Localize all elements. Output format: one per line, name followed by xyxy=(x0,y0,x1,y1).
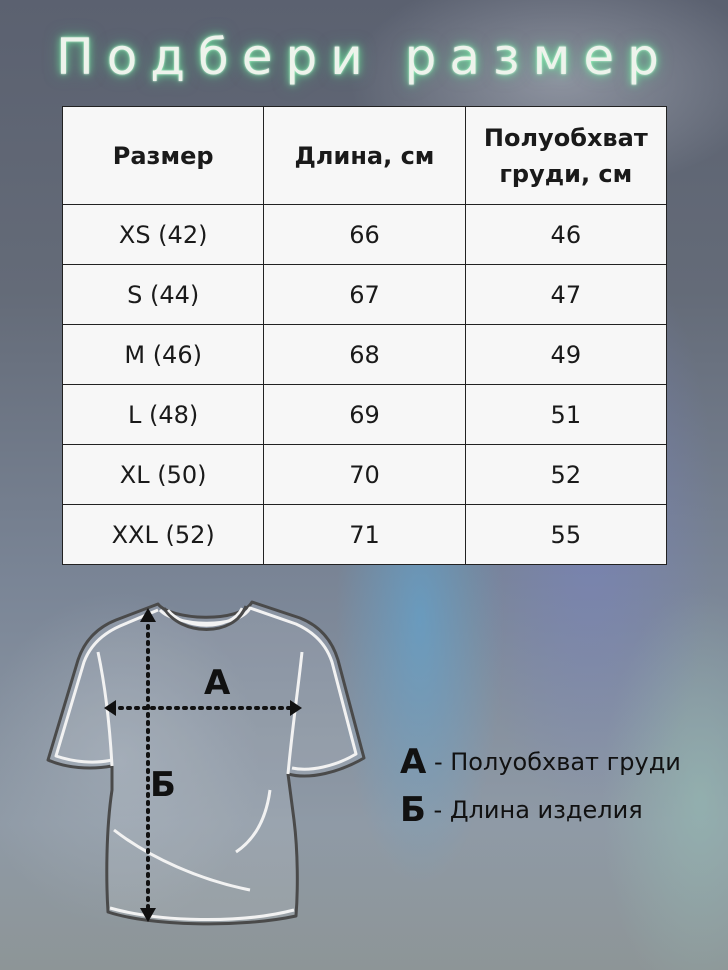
table-row xyxy=(63,505,667,565)
header-half-chest: Полуобхват груди, см xyxy=(465,107,666,205)
table-row xyxy=(63,385,667,445)
legend-text-b: - Длина изделия xyxy=(425,796,643,824)
cell-length: 67 xyxy=(264,265,465,325)
legend-text-a: - Полуобхват груди xyxy=(426,748,681,776)
legend-key-a: А xyxy=(400,742,427,782)
measure-label-b: Б xyxy=(150,765,176,805)
cell-length: 69 xyxy=(264,385,465,445)
legend-item-a xyxy=(400,742,681,782)
table-row xyxy=(63,205,667,265)
cell-half-chest: 51 xyxy=(465,385,666,445)
table-header-row xyxy=(63,107,667,205)
cell-size: S (44) xyxy=(63,265,264,325)
table-row xyxy=(63,265,667,325)
cell-half-chest: 55 xyxy=(465,505,666,565)
cell-length: 66 xyxy=(264,205,465,265)
cell-size: XXL (52) xyxy=(63,505,264,565)
cell-size: L (48) xyxy=(63,385,264,445)
cell-length: 71 xyxy=(264,505,465,565)
cell-half-chest: 47 xyxy=(465,265,666,325)
header-size: Размер xyxy=(63,107,264,205)
table-row xyxy=(63,445,667,505)
cell-size: XS (42) xyxy=(63,205,264,265)
page-title: Подбери размер xyxy=(56,28,672,86)
legend-item-b xyxy=(400,790,643,830)
header-length: Длина, см xyxy=(264,107,465,205)
cell-length: 70 xyxy=(264,445,465,505)
cell-size: M (46) xyxy=(63,325,264,385)
cell-half-chest: 49 xyxy=(465,325,666,385)
tshirt-illustration xyxy=(40,590,380,930)
cell-length: 68 xyxy=(264,325,465,385)
cell-half-chest: 52 xyxy=(465,445,666,505)
table-row xyxy=(63,325,667,385)
size-chart-table xyxy=(62,106,667,565)
legend-key-b: Б xyxy=(400,790,426,830)
measure-label-a: А xyxy=(204,663,231,703)
cell-half-chest: 46 xyxy=(465,205,666,265)
cell-size: XL (50) xyxy=(63,445,264,505)
